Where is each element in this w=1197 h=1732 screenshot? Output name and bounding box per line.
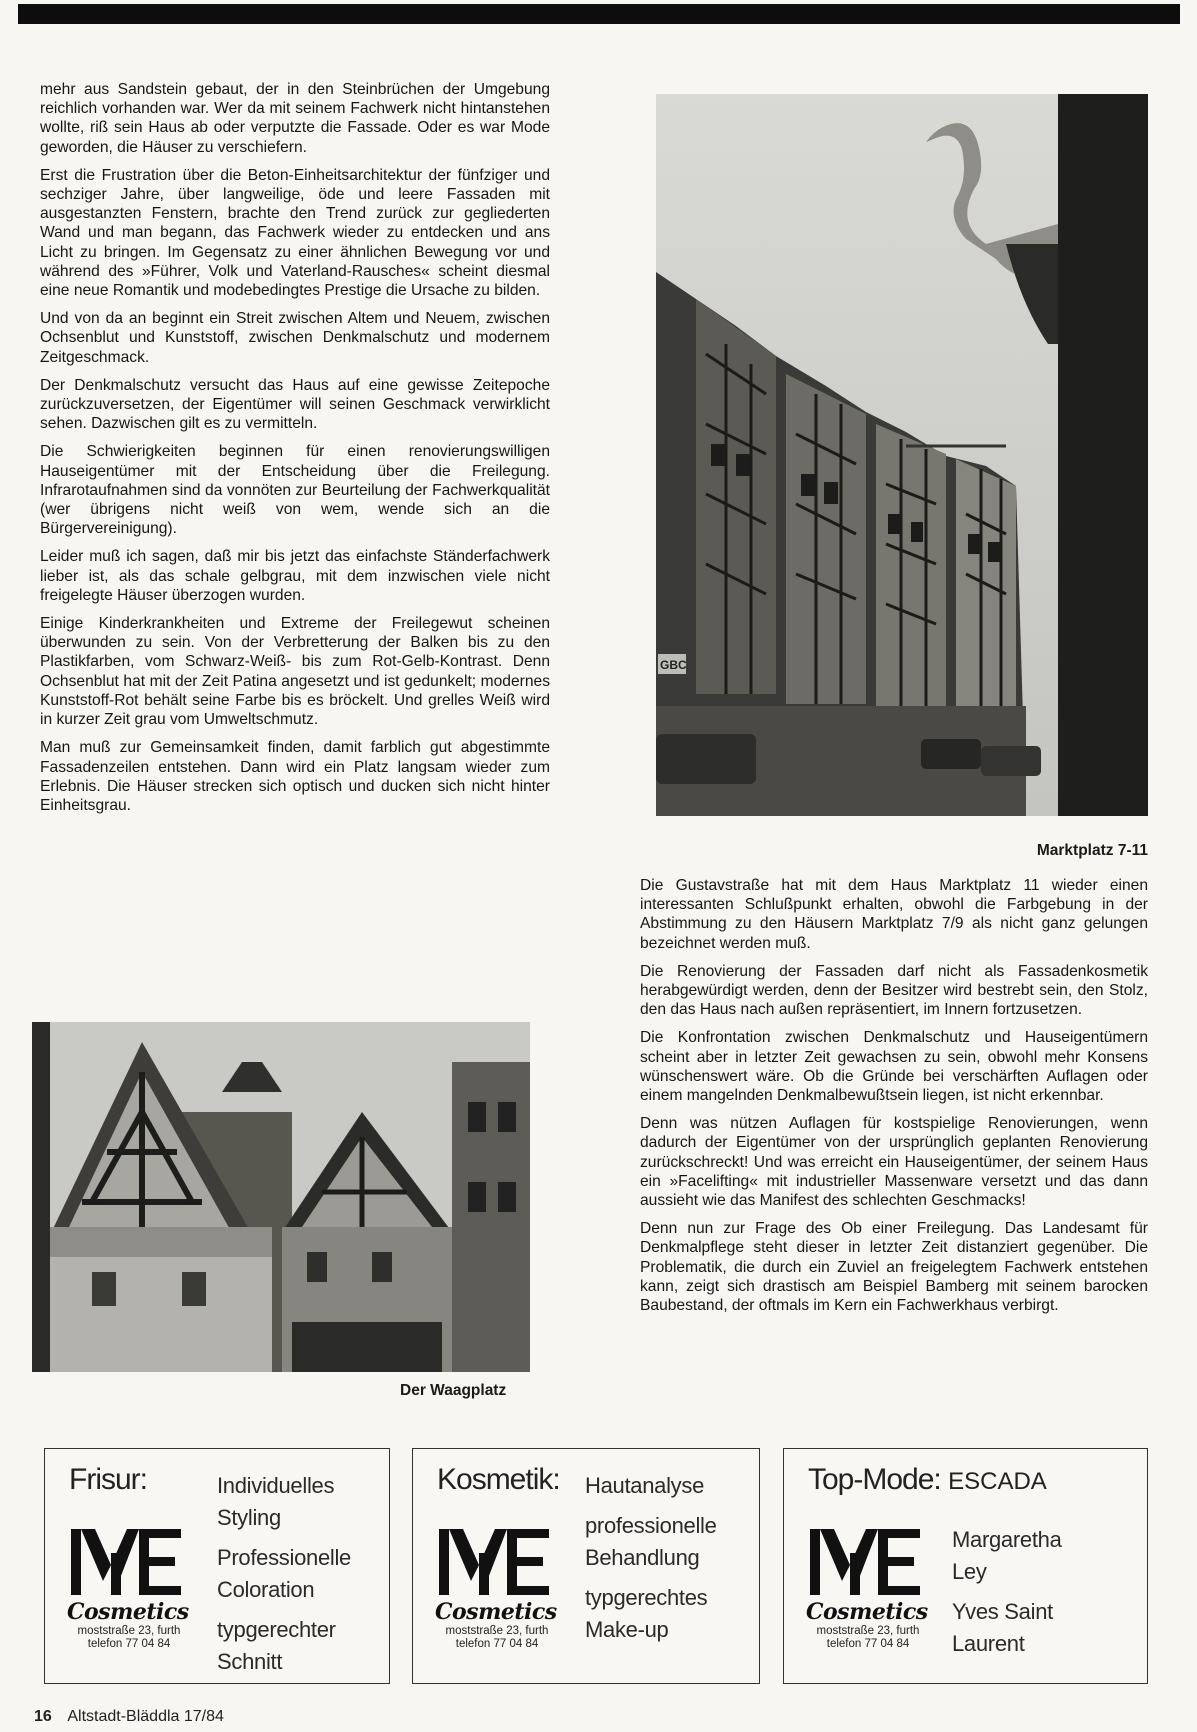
ad-brand-list [952,1525,1062,1661]
ad-category-label: Top-Mode: [808,1463,941,1496]
logo-wordmark: Cosmetics [435,1599,557,1625]
ad-brand: ESCADA [948,1468,1047,1495]
me-cosmetics-logo [806,1525,934,1651]
me-logo-icon [806,1525,924,1601]
page-footer [34,1708,224,1726]
ad-line: typgerechter [217,1617,336,1642]
paragraph: Man muß zur Gemeinsamkeit finden, damit farblich gut abgestimmte Fassadenzeilen entstehen. Dann wird ein Platz langsam wieder zum Erlebnis. Die Häuser strecken sich optisch und ducken sich nicht hinter Einheitsgrau. [40,739,550,814]
page-number: 16 [34,1708,52,1725]
top-black-rule [18,4,1180,24]
ad-phone: telefon 77 04 84 [87,1638,171,1650]
ad-line: Schnitt [217,1649,283,1674]
paragraph: Die Schwierigkeiten beginnen für einen renovierungswilligen Hauseigentümer mit der Entscheidung über die Freilegung. Infrarotaufnahmen sind da vonnöten zur Beurteilung der Fachwerkqualität (wer übrigens nicht weiß von wem, wende sich an die Bürgervereinigung). [40,443,550,538]
ad-line: Margaretha [952,1527,1062,1552]
caption-waagplatz: Der Waagplatz [400,1382,507,1399]
paragraph: Denn was nützen Auflagen für kostspielige Renovierungen, wenn dadurch der Eigentümer von der ursprünglich geplanten Renovierung zurückschreckt! Und was erreicht ein Hauseigentümer, der seinem Haus ein »Facelifting« mit industrieller Massenware versetzt und das dann aussieht wie das Manifest des schlechten Geschmacks! [640,1115,1148,1210]
me-logo-icon [67,1525,185,1601]
photo-waagplatz [32,1022,530,1372]
article-right-column [640,876,1148,1324]
ad-line: Styling [217,1505,281,1530]
article-left-column [40,80,550,824]
ad-line: Professionelle [217,1545,351,1570]
paragraph: Erst die Frustration über die Beton-Einheitsarchitektur der fünfziger und sechziger Jahre, über langweilige, öde und leere Fassaden mit ausgestanzten Fenstern, brachte den Trend zurück zur gegliederten Wand und man begann, das Fachwerk wieder zu entdecken und ans Licht zu bringen. Im Gegensatz zu einer ähnlichen Bewegung vor und während des »Führer, Volk und Vaterland-Rausches« scheint diesmal eine neue Romantik und modebedingtes Prestige die Ursache zu bilden. [40,166,550,300]
ad-phone: telefon 77 04 84 [826,1638,910,1650]
ad-line: Behandlung [585,1545,700,1570]
ad-line: Ley [952,1559,987,1584]
paragraph: Denn nun zur Frage des Ob einer Freilegung. Das Landesamt für Denkmalpflege steht dieser in letzter Zeit distanziert gegenüber. Die Problematik, die durch ein Zuviel an freigelegtem Fachwerk entstehen kann, zeigt sich drastisch am Beispiel Bamberg mit seinem barocken Baubestand, der oftmals im Kern ein Fachwerkhaus verbirgt. [640,1220,1148,1315]
ad-kosmetik [412,1448,760,1684]
me-cosmetics-logo [67,1525,195,1651]
ad-line: Individuelles [217,1473,335,1498]
ad-category: Kosmetik: [437,1463,560,1496]
logo-wordmark: Cosmetics [806,1599,928,1625]
ad-phone: telefon 77 04 84 [455,1638,539,1650]
shop-sign-text: GBC [660,658,687,672]
me-logo-icon [435,1525,553,1601]
paragraph: Die Renovierung der Fassaden darf nicht als Fassadenkosmetik herabgewürdigt werden, denn der Besitzer wird bestrebt sein, den Stolz, den das Haus nach außen repräsentiert, im Innern fortzusetzen. [640,962,1148,1019]
ad-category: Frisur: [69,1463,147,1496]
me-cosmetics-logo [435,1525,563,1651]
ad-service-list [217,1471,351,1679]
paragraph: Leider muß ich sagen, daß mir bis jetzt das einfachste Ständerfachwerk lieber ist, als das schale gelbgrau, mit dem inzwischen viele nicht freigelegte Häuser überzogen wurden. [40,548,550,604]
publication-name: Altstadt-Bläddla 17/84 [67,1708,224,1725]
ad-frisur [44,1448,390,1684]
paragraph: Der Denkmalschutz versucht das Haus auf eine gewisse Zeitepoche zurückzuversetzen, der Eigentümer will seinen Geschmack verwirklicht sehen. Dazwischen gilt es zu vermitteln. [40,376,550,433]
ad-service-list [585,1471,717,1647]
ad-category [808,1463,1047,1497]
paragraph: Die Gustavstraße hat mit dem Haus Marktplatz 11 wieder einen interessanten Schlußpunkt erhalten, obwohl die Farbgebung in der Abstimmung zu den Häusern Marktplatz 7/9 als nicht ganz gelungen bezeichnet werden muß. [640,877,1148,952]
photo-marktplatz [656,94,1148,816]
ad-line: Make-up [585,1617,669,1642]
paragraph: Die Konfrontation zwischen Denkmalschutz und Hauseigentümern scheint aber in letzter Zeit gewachsen zu sein, obwohl mehr Konsens wünschenswert wäre. Ob die Gründe bei verschärften Auflagen oder einem mangelnden Denkmalbewußtsein liegen, ist nicht erkennbar. [640,1029,1148,1105]
ad-line: typgerechtes [585,1585,708,1610]
caption-marktplatz: Marktplatz 7-11 [1036,842,1148,859]
paragraph: mehr aus Sandstein gebaut, der in den Steinbrüchen der Umgebung reichlich vorhanden war. Wer da mit seinem Fachwerk nicht hintanstehen wollte, riß sein Haus ab oder verputzte die Fassade. Oder es war Mode geworden, die Häuser zu verschiefern. [40,81,550,156]
ad-line: Coloration [217,1577,315,1602]
ad-address: moststraße 23, furth [445,1625,549,1637]
logo-wordmark: Cosmetics [67,1599,189,1625]
ad-address: moststraße 23, furth [77,1625,181,1637]
ad-line: Yves Saint [952,1599,1053,1624]
paragraph: Und von da an beginnt ein Streit zwischen Altem und Neuem, zwischen Ochsenblut und Kunststoff, zwischen Denkmalschutz und modernem Zeitgeschmack. [40,310,550,366]
ad-line: Laurent [952,1631,1025,1656]
ad-top-mode [783,1448,1148,1684]
ad-line: professionelle [585,1513,717,1538]
paragraph: Einige Kinderkrankheiten und Extreme der Freilegewut scheinen überwunden zu sein. Von der Verbretterung der Balken bis zu den Plastikfarben, vom Schwarz-Weiß- bis zum Rot-Gelb-Kontrast. Denn Ochsenblut hat mit der Zeit Patina angesetzt und ist gedunkelt; modernes Kunststoff-Rot behält seine Farbe bis es bröckelt. Und grelles Weiß wird in kurzer Zeit grau vom Umweltschmutz. [40,615,550,729]
ad-line: Hautanalyse [585,1473,704,1498]
ad-address: moststraße 23, furth [816,1625,920,1637]
